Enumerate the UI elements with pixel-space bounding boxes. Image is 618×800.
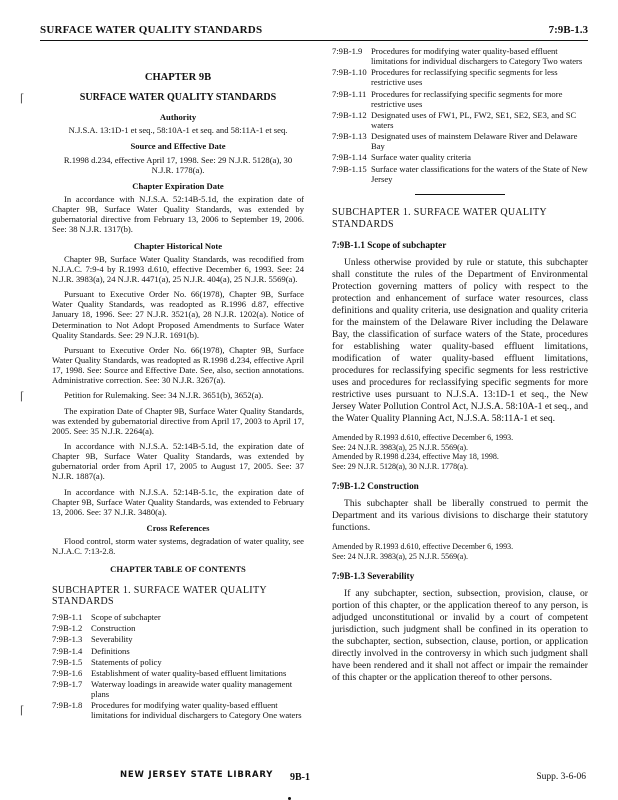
toc-item[interactable]: 7:9B-1.7 Waterway loadings in areawide water quality management plans — [52, 678, 293, 700]
cross-references-text: Flood control, storm water systems, degradation of water quality, see N.J.A.C. 7:13-2.8. — [52, 536, 304, 557]
divider — [415, 194, 505, 195]
toc-item[interactable]: 7:9B-1.6 Establishment of water quality-based effluent limitations — [52, 667, 287, 678]
amendment-note: Amended by R.1993 d.610, effective December 6, 1993. See: 24 N.J.R. 3983(a), 25 N.J.R. 5569(a). Amended by R.1998 d.234, effective May 18, 1998. See: 29 N.J.R. 5128(a), 30 N.J.R. 1778(a). — [332, 433, 514, 471]
supplement-date: Supp. 3-6-06 — [536, 772, 586, 782]
page-number: 9B-1 — [290, 772, 310, 783]
toc-heading: CHAPTER TABLE OF CONTENTS — [110, 564, 246, 575]
expiration-heading: Chapter Expiration Date — [132, 180, 224, 191]
history-paragraph: In accordance with N.J.S.A. 52:14B-5.1c, the expiration date of Chapter 9B, Surface Water Quality Standards, was extended to February 13, 2006. See: 37 N.J.R. 3480(a). — [52, 486, 304, 517]
history-paragraph: Chapter 9B, Surface Water Quality Standards, was recodified from N.J.A.C. 7:9-4 by R.1993 d.610, effective December 6, 1993. See: 24 N.J.R. 3983(a), 24 N.J.R. 4471(a), 25 N.J.R. 404(a), 25 N.J.R. 5569(a). — [52, 253, 304, 284]
header-section-number: 7:9B-1.3 — [548, 24, 588, 36]
toc-item[interactable]: 7:9B-1.5 Statements of policy — [52, 656, 162, 667]
header-title: SURFACE WATER QUALITY STANDARDS — [40, 24, 263, 36]
toc-item[interactable]: 7:9B-1.9 Procedures for modifying water quality-based effluent limitations for individual dischargers to Category Two waters — [332, 46, 583, 67]
section-heading-1-1: 7:9B-1.1 Scope of subchapter — [332, 240, 447, 251]
expiration-text: In accordance with N.J.S.A. 52:14B-5.1d, the expiration date of Chapter 9B, Surface Water Quality Standards, was extended by gubernatorial directive from February 13, 2006 to September 19, 2006. See: 38 N.J.R. 1317(b). — [52, 194, 304, 235]
source-heading: Source and Effective Date — [130, 141, 226, 152]
cross-references-heading: Cross References — [146, 522, 210, 533]
chapter-title: SURFACE WATER QUALITY STANDARDS — [79, 92, 277, 104]
toc-item[interactable]: 7:9B-1.2 Construction — [52, 623, 136, 634]
toc-list-continued — [332, 46, 588, 184]
library-stamp: NEW JERSEY STATE LIBRARY — [120, 770, 274, 780]
chapter-number: CHAPTER 9B — [144, 72, 212, 83]
toc-item[interactable]: 7:9B-1.13 Designated uses of mainstem Delaware River and Delaware Bay — [332, 131, 578, 152]
authority-heading: Authority — [159, 112, 197, 123]
toc-item[interactable]: 7:9B-1.4 Definitions — [52, 645, 130, 656]
toc-item[interactable]: 7:9B-1.1 Scope of subchapter — [52, 612, 161, 623]
subchapter-title: SUBCHAPTER 1. SURFACE WATER QUALITY STANDARDS — [332, 206, 547, 230]
toc-item[interactable]: 7:9B-1.11 Procedures for reclassifying specific segments for more restrictive uses — [332, 88, 563, 109]
toc-item[interactable]: 7:9B-1.12 Designated uses of FW1, PL, FW2, SE1, SE2, SE3, and SC waters — [332, 109, 577, 130]
margin-bracket-icon: ⌈ — [20, 93, 25, 105]
toc-list — [52, 612, 304, 720]
left-column — [52, 62, 304, 722]
section-text-1-3: If any subchapter, section, subsection, provision, clause, or portion of this chapter, or the application thereof to any person, is adjudged unconstitutional or invalid by a court of competent jurisdiction, such judgment shall be confined in its operation to the subchapter, section, subsection, clause, portion, or application directly involved in the controversy in which such judgment shall have been rendered and it shall not affect or impair the remainder of this chapter or the application thereof to other persons. — [332, 588, 588, 684]
right-column — [332, 46, 588, 692]
margin-bracket-icon: ⌈ — [20, 391, 25, 403]
toc-item[interactable]: 7:9B-1.15 Surface water classifications for the waters of the State of New Jersey — [332, 163, 588, 184]
history-paragraph: The expiration Date of Chapter 9B, Surface Water Quality Standards, was extended by gubernatorial directive from April 17, 2003 to April 17, 2005. See: 35 N.J.R. 2264(a). — [52, 405, 304, 436]
history-paragraph: Pursuant to Executive Order No. 66(1978), Chapter 9B, Surface Water Quality Standards, was readopted as R.1996 d.87, effective January 18, 1996. See: 27 N.J.R. 3521(a), 28 N.J.R. 1202(a). Notice of Determination to Not Adopt Proposed Amendments to Surface Water Quality Standards. See: 29 N.J.R. 1691(b). — [52, 289, 304, 340]
history-paragraph: In accordance with N.J.S.A. 52:14B-5.1d, the expiration date of Chapter 9B, Surface Water Quality Standards, was extended by gubernatorial order from April 17, 2005 to August 17, 2005. See: 37 N.J.R. 1887(a). — [52, 440, 304, 482]
section-text-1-2: This subchapter shall be liberally construed to permit the Department and its various divisions to discharge their statutory functions. — [332, 498, 588, 534]
toc-subchapter-title: SUBCHAPTER 1. SURFACE WATER QUALITY STANDARDS — [52, 584, 267, 608]
section-text-1-1: Unless otherwise provided by rule or statute, this subchapter shall constitute the rules of the Department of Environmental Protection governing matters of policy with respect to the protection and enhancement of surface water resources, class definitions and quality criteria, use designation and quality criteria for the mainstem of the Delaware River including the Delaware Bay, the classification of surface waters of the State, procedures for establishing water quality-based effluent limitations, modification of water quality-based effluent limitations, procedures for reclassifying specific segments for less restrictive uses and procedures for reclassifying specific segments for more restrictive uses pursuant to N.J.S.A. 13:1D-1 et seq., the New Jersey Water Pollution Control Act, N.J.S.A. 58:10A-1 et seq., and the Water Quality Planning Act, N.J.S.A. 58:11A-1 et seq. — [332, 257, 588, 425]
history-heading: Chapter Historical Note — [133, 240, 223, 251]
amendment-note: Amended by R.1993 d.610, effective December 6, 1993. See: 24 N.J.R. 3983(a), 25 N.J.R. 5569(a). — [332, 542, 514, 561]
authority-text: N.J.S.A. 13:1D-1 et seq., 58:10A-1 et seq. and 58:11A-1 et seq. — [68, 125, 288, 136]
margin-bracket-icon: ⌈ — [20, 705, 25, 717]
toc-item[interactable]: 7:9B-1.10 Procedures for reclassifying specific segments for less restrictive uses — [332, 67, 558, 88]
section-heading-1-2: 7:9B-1.2 Construction — [332, 481, 419, 492]
toc-item[interactable]: 7:9B-1.3 Severability — [52, 634, 133, 645]
toc-item[interactable]: 7:9B-1.14 Surface water quality criteria — [332, 152, 471, 163]
history-paragraph: Petition for Rulemaking. See: 34 N.J.R. 3651(b), 3652(a). — [64, 390, 264, 401]
running-header — [40, 22, 588, 41]
history-paragraph: Pursuant to Executive Order No. 66(1978), Chapter 9B, Surface Water Quality Standards, was readopted as R.1998 d.234, effective April 17, 1998. See: Source and Effective Date. See, also, section annotations. Administrative correction. See: 30 N.J.R. 3267(a). — [52, 344, 304, 386]
source-text: R.1998 d.234, effective April 17, 1998. See: 29 N.J.R. 5128(a), 30 N.J.R. 1778(a). — [63, 154, 293, 175]
toc-item[interactable]: 7:9B-1.8 Procedures for modifying water quality-based effluent limitations for individual dischargers to Category One waters — [52, 700, 302, 721]
section-heading-1-3: 7:9B-1.3 Severability — [332, 571, 415, 582]
